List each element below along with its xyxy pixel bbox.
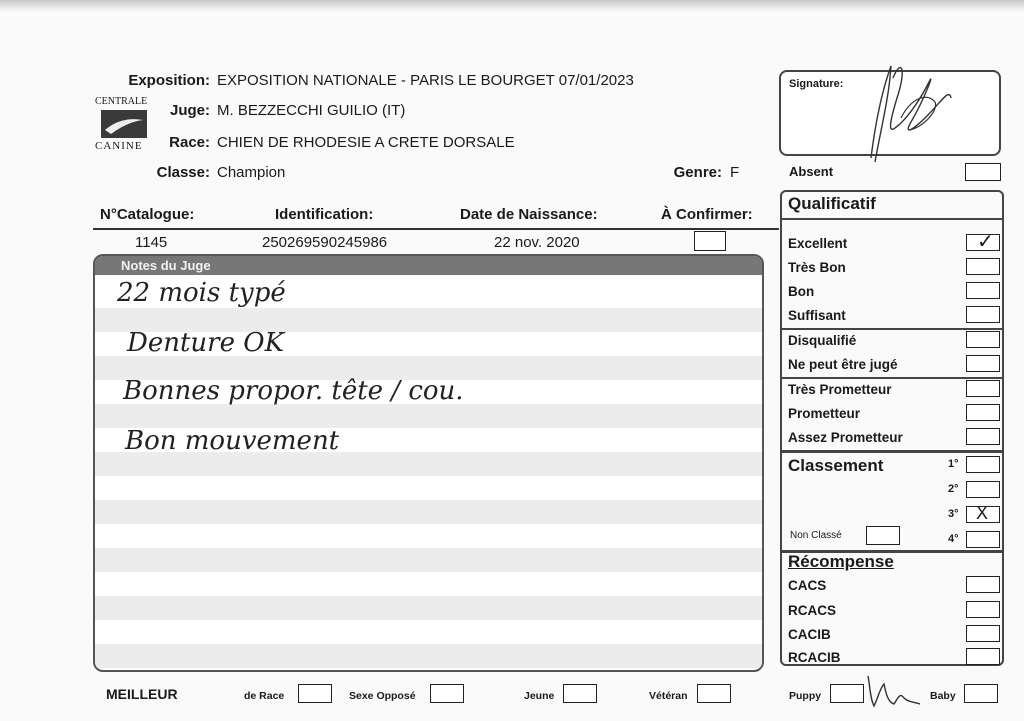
qualif-tres-prometteur-checkbox[interactable] xyxy=(966,380,1000,397)
qualif-disqualifie-checkbox[interactable] xyxy=(966,331,1000,348)
race-value: CHIEN DE RHODESIE A CRETE DORSALE xyxy=(217,134,515,151)
rank-1-checkbox[interactable] xyxy=(966,456,1000,473)
race-label: Race: xyxy=(169,134,210,151)
meilleur-label: MEILLEUR xyxy=(106,686,178,702)
non-classe-checkbox[interactable] xyxy=(866,526,900,545)
scan-top-shadow xyxy=(0,0,1024,12)
divider xyxy=(782,450,1002,453)
divider xyxy=(782,377,1002,379)
classement-title: Classement xyxy=(788,456,884,475)
qualif-tres-bon-checkbox[interactable] xyxy=(966,258,1000,275)
exposition-label: Exposition: xyxy=(128,72,210,89)
qualif-excellent-checkbox[interactable] xyxy=(966,229,1000,253)
rank-4-checkbox[interactable] xyxy=(966,531,1000,548)
recompense-title: Récompense xyxy=(788,552,894,571)
exposition-value: EXPOSITION NATIONALE - PARIS LE BOURGET 07/01/2023 xyxy=(217,72,634,89)
rank-2-label: 2° xyxy=(948,483,959,495)
check-mark-icon: ✓ xyxy=(977,229,994,253)
recomp-cacs: CACS xyxy=(788,578,827,593)
recomp-cacs-checkbox[interactable] xyxy=(966,576,1000,593)
notes-du-juge-panel xyxy=(93,254,764,672)
qualif-prometteur-checkbox[interactable] xyxy=(966,404,1000,421)
meilleur-jeune-label: Jeune xyxy=(524,690,555,702)
rank-3-checkbox[interactable] xyxy=(966,503,1000,523)
note-line: Bon mouvement xyxy=(125,426,340,456)
juge-label: Juge: xyxy=(169,102,210,119)
meilleur-de-race-checkbox[interactable] xyxy=(298,684,332,703)
recomp-rcacs: RCACS xyxy=(788,603,837,618)
classe-label: Classe: xyxy=(156,164,210,181)
notes-stripe xyxy=(95,548,762,572)
results-panel xyxy=(780,190,1004,666)
notes-title: Notes du Juge xyxy=(95,256,762,275)
qualif-tres-prometteur: Très Prometteur xyxy=(788,382,892,397)
x-mark-icon: X xyxy=(976,503,989,523)
signature-scribble-icon xyxy=(831,58,971,168)
qualif-assez-prometteur: Assez Prometteur xyxy=(788,430,903,445)
genre-label: Genre: xyxy=(673,164,722,181)
meilleur-de-race-label: de Race xyxy=(244,690,285,702)
col-birth-date: Date de Naissance: xyxy=(460,206,598,223)
meilleur-baby-label: Baby xyxy=(930,690,956,702)
note-line: Denture OK xyxy=(127,328,284,358)
qualif-ne-peut-etre-juge: Ne peut être jugé xyxy=(788,357,898,372)
notes-stripe xyxy=(95,644,762,668)
non-classe-label: Non Classé xyxy=(790,530,842,541)
meilleur-veteran-label: Vétéran xyxy=(649,690,688,702)
recomp-rcacib: RCACIB xyxy=(788,650,841,665)
catalogue-number: 1145 xyxy=(135,234,168,251)
genre-value: F xyxy=(730,164,740,181)
logo-text-top: CENTRALE xyxy=(95,96,148,107)
recomp-cacib: CACIB xyxy=(788,627,831,642)
classe-value: Champion xyxy=(217,164,286,181)
logo-text-bottom: CANINE xyxy=(95,140,143,152)
birth-date: 22 nov. 2020 xyxy=(494,234,580,251)
meilleur-veteran-checkbox[interactable] xyxy=(697,684,731,703)
notes-stripe xyxy=(95,596,762,620)
qualif-bon: Bon xyxy=(788,284,815,299)
header-divider xyxy=(93,228,779,230)
note-line: 22 mois typé xyxy=(117,278,286,308)
qualif-disqualifie: Disqualifié xyxy=(788,333,857,348)
rank-4-label: 4° xyxy=(948,533,959,545)
qualif-bon-checkbox[interactable] xyxy=(966,282,1000,299)
identification-number: 250269590245986 xyxy=(262,234,388,251)
qualif-tres-bon: Très Bon xyxy=(788,260,846,275)
col-catalogue: N°Catalogue: xyxy=(100,206,195,223)
note-line: Bonnes propor. tête / cou. xyxy=(123,376,464,406)
col-identification: Identification: xyxy=(275,206,374,223)
notes-stripe xyxy=(95,500,762,524)
recomp-rcacib-checkbox[interactable] xyxy=(966,648,1000,665)
meilleur-sexe-oppose-checkbox[interactable] xyxy=(430,684,464,703)
rank-2-checkbox[interactable] xyxy=(966,481,1000,498)
juge-value: M. BEZZECCHI GUILIO (IT) xyxy=(217,102,406,119)
meilleur-jeune-checkbox[interactable] xyxy=(563,684,597,703)
divider xyxy=(782,218,1002,220)
qualificatif-title: Qualificatif xyxy=(788,194,876,213)
qualif-suffisant: Suffisant xyxy=(788,308,846,323)
qualif-assez-prometteur-checkbox[interactable] xyxy=(966,428,1000,445)
meilleur-puppy-label: Puppy xyxy=(789,690,822,702)
divider xyxy=(782,328,1002,330)
absent-checkbox[interactable] xyxy=(965,163,1001,181)
recomp-rcacs-checkbox[interactable] xyxy=(966,601,1000,618)
signature-box[interactable] xyxy=(779,70,1001,156)
notes-stripe xyxy=(95,404,762,428)
qualif-excellent: Excellent xyxy=(788,236,848,251)
rank-3-label: 3° xyxy=(948,508,959,520)
initials-scribble-icon xyxy=(864,672,924,712)
rank-1-label: 1° xyxy=(948,458,959,470)
signature-label: Signature: xyxy=(789,78,844,90)
meilleur-puppy-checkbox[interactable] xyxy=(830,684,864,703)
qualif-ne-peut-etre-juge-checkbox[interactable] xyxy=(966,355,1000,372)
absent-label: Absent xyxy=(789,164,834,179)
qualif-suffisant-checkbox[interactable] xyxy=(966,306,1000,323)
a-confirmer-checkbox[interactable] xyxy=(694,231,726,251)
qualif-prometteur: Prometteur xyxy=(788,406,861,421)
meilleur-baby-checkbox[interactable] xyxy=(964,684,998,703)
recomp-cacib-checkbox[interactable] xyxy=(966,625,1000,642)
col-a-confirmer: À Confirmer: xyxy=(661,206,753,223)
meilleur-sexe-oppose-label: Sexe Opposé xyxy=(349,690,416,702)
